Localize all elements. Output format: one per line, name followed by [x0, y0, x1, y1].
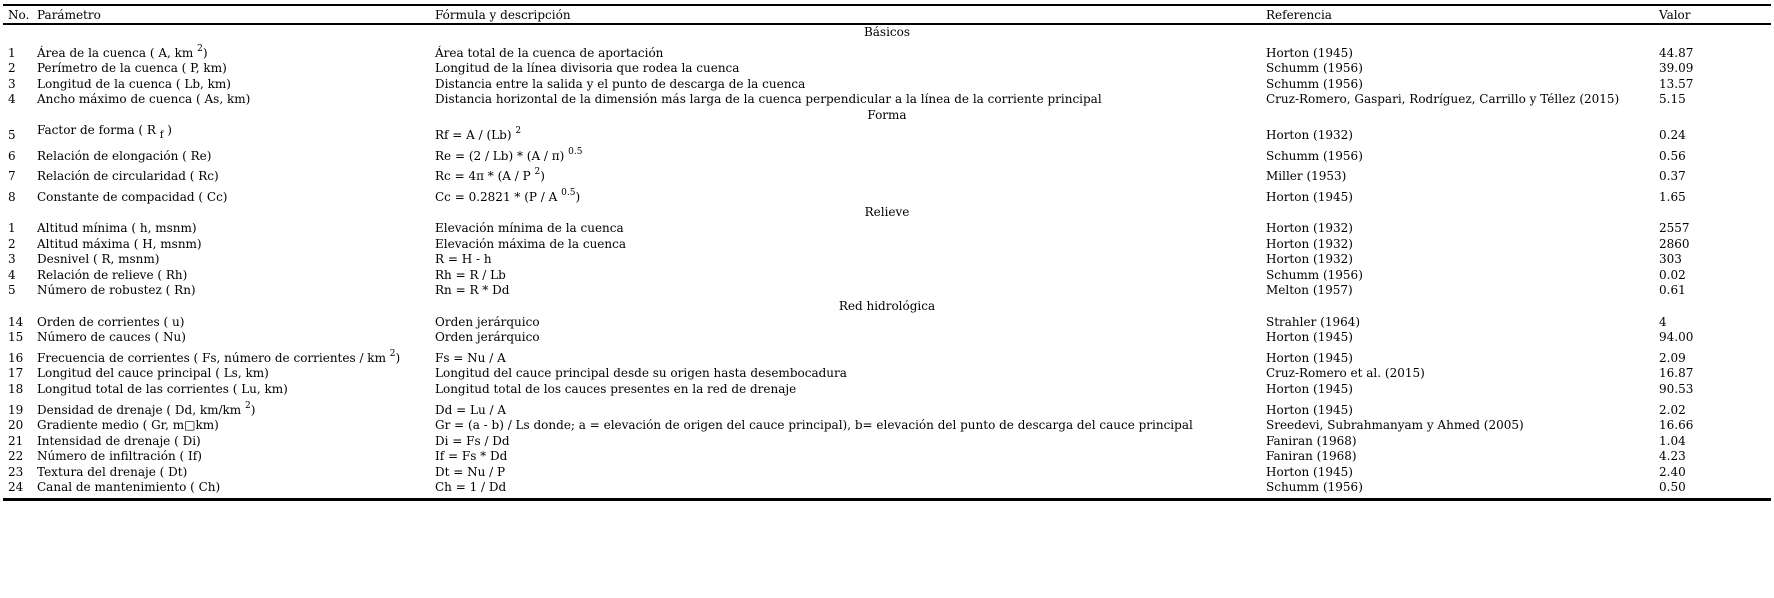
section-title: Forma: [867, 107, 907, 122]
formula-text: Gr = (a - b) / Ls donde; a = elevación de origen del cauce principal), b= elevación del punto de descarga del cauce principal: [435, 418, 1193, 432]
reference-cell: Horton (1945): [1266, 464, 1353, 479]
reference-cell: Horton (1932): [1266, 128, 1353, 143]
table-row: [3, 252, 1771, 268]
formula-cell: [435, 61, 739, 77]
table-row: [3, 330, 1771, 346]
row-number: 19: [8, 402, 24, 417]
reference-cell: Schumm (1956): [1266, 480, 1363, 495]
row-number: 2: [8, 236, 16, 251]
parameter-text: Gradiente medio ( Gr, m□km): [37, 418, 219, 432]
value-cell: 5.15: [1659, 92, 1686, 107]
parameter-cell: [37, 330, 186, 346]
parameter-superscript: 2: [389, 348, 396, 359]
parameter-cell: [37, 77, 231, 93]
value-cell: 0.50: [1659, 480, 1686, 495]
formula-text: Fs = Nu / A: [435, 350, 506, 365]
parameter-text: Longitud de la cuenca ( Lb, km): [37, 76, 231, 91]
formula-text: Orden jerárquico: [435, 330, 540, 345]
parameter-text: Longitud total de las corrientes ( Lu, km): [37, 381, 288, 396]
section-title-row: [3, 299, 1771, 315]
table-row: [3, 164, 1771, 185]
parameter-text: Ancho máximo de cuenca ( As, km): [37, 92, 251, 107]
reference-cell: Cruz-Romero et al. (2015): [1266, 366, 1425, 381]
table-row: [3, 449, 1771, 465]
section-title-row: [3, 205, 1771, 221]
parameter-cell: [37, 366, 269, 382]
formula-text: Cc = 0.2821 * (P / A: [435, 189, 562, 204]
formula-tail: ): [575, 189, 581, 204]
value-cell: 4.23: [1659, 449, 1686, 464]
row-number: 6: [8, 148, 16, 163]
value-cell: 16.66: [1659, 418, 1694, 432]
row-number: 16: [8, 350, 24, 365]
row-number: 5: [8, 128, 16, 143]
parameter-cell: [37, 315, 184, 331]
parameter-text: Número de infiltración ( If): [37, 449, 202, 464]
table-row: [3, 268, 1771, 284]
reference-cell: Melton (1957): [1266, 283, 1353, 298]
parameter-text: Densidad de drenaje ( Dd, km/km: [37, 402, 246, 417]
row-number: 14: [8, 314, 24, 329]
value-cell: 4: [1659, 314, 1667, 329]
row-number: 21: [8, 433, 24, 448]
parameter-text: Canal de mantenimiento ( Ch): [37, 480, 221, 495]
section-title: Básicos: [863, 25, 911, 39]
table-row: [3, 434, 1771, 450]
parameter-text: Relación de relieve ( Rh): [37, 267, 188, 282]
value-cell: 303: [1659, 252, 1682, 267]
parameter-cell: [37, 221, 197, 237]
reference-cell: Sreedevi, Subrahmanyam y Ahmed (2005): [1266, 418, 1524, 432]
parameter-text: Perímetro de la cuenca ( P, km): [37, 61, 227, 76]
reference-cell: Strahler (1964): [1266, 314, 1361, 329]
table-row: [3, 283, 1771, 299]
table-row: [3, 185, 1771, 206]
parameter-text: Orden de corrientes ( u): [37, 314, 185, 329]
row-number: 3: [8, 76, 16, 91]
value-cell: 39.09: [1659, 61, 1694, 76]
table-row: [3, 480, 1771, 496]
parameter-subscript: f: [159, 130, 164, 142]
formula-cell: [435, 252, 492, 268]
value-cell: 0.24: [1659, 128, 1686, 143]
table-row: [3, 398, 1771, 419]
formula-text: Re = (2 / Lb) * (A / π): [435, 148, 569, 163]
reference-cell: Horton (1945): [1266, 350, 1353, 365]
value-cell: 94.00: [1659, 330, 1694, 345]
value-cell: 2557: [1659, 221, 1690, 236]
row-number: 23: [8, 464, 24, 479]
parameter-superscript: 2: [197, 43, 203, 54]
value-cell: 0.61: [1659, 283, 1686, 298]
section-title-row: [3, 108, 1771, 124]
row-number: 7: [8, 169, 16, 184]
value-cell: 2.02: [1659, 402, 1686, 417]
reference-cell: Schumm (1956): [1266, 61, 1363, 76]
formula-text: Dt = Nu / P: [435, 464, 506, 479]
parameter-text: Relación de elongación ( Re): [37, 148, 212, 163]
formula-cell: [435, 221, 624, 237]
formula-cell: [435, 77, 805, 93]
row-number: 5: [8, 283, 16, 298]
value-cell: 44.87: [1659, 45, 1694, 60]
table-row: [3, 92, 1771, 108]
reference-cell: Horton (1945): [1266, 381, 1353, 396]
section-title: Relieve: [864, 205, 910, 220]
header-value: Valor: [1659, 8, 1691, 22]
parameter-text: Altitud mínima ( h, msnm): [37, 221, 197, 236]
value-cell: 1.65: [1659, 189, 1686, 204]
reference-cell: Horton (1932): [1266, 252, 1353, 267]
parameter-text: Número de cauces ( Nu): [37, 330, 186, 345]
reference-cell: Horton (1945): [1266, 402, 1353, 417]
section-title-row: [3, 25, 1771, 41]
formula-text: Di = Fs / Dd: [435, 433, 510, 448]
formula-text: Ch = 1 / Dd: [435, 480, 507, 495]
formula-text: Distancia horizontal de la dimensión más larga de la cuenca perpendicular a la línea de la corriente principal: [435, 92, 1102, 107]
table-row: [3, 77, 1771, 93]
formula-cell: [435, 315, 540, 331]
value-cell: 0.37: [1659, 169, 1686, 184]
table-row: [3, 418, 1771, 434]
formula-cell: [435, 382, 796, 398]
formula-cell: [435, 480, 506, 496]
value-cell: 2860: [1659, 236, 1690, 251]
value-cell: 16.87: [1659, 366, 1694, 381]
value-cell: 0.02: [1659, 267, 1686, 282]
row-number: 2: [8, 61, 16, 76]
header-formula: Fórmula y descripción: [435, 8, 571, 22]
formula-text: Distancia entre la salida y el punto de descarga de la cuenca: [435, 76, 806, 91]
morphometric-parameters-table: [3, 4, 1771, 501]
reference-cell: Horton (1945): [1266, 330, 1353, 345]
row-number: 4: [8, 267, 16, 282]
formula-text: Área total de la cuenca de aportación: [435, 45, 664, 60]
formula-cell: [435, 283, 509, 299]
parameter-text: Relación de circularidad ( Rc): [37, 169, 219, 184]
reference-cell: Schumm (1956): [1266, 76, 1363, 91]
row-number: 8: [8, 189, 16, 204]
table-row: [3, 465, 1771, 481]
table-row: [3, 346, 1771, 367]
formula-cell: [435, 418, 1193, 434]
parameter-text: Altitud máxima ( H, msnm): [37, 236, 202, 251]
reference-cell: Horton (1945): [1266, 45, 1353, 60]
table-body: [3, 25, 1771, 496]
parameter-cell: [37, 118, 172, 142]
parameter-text: Desnivel ( R, msnm): [37, 252, 160, 267]
formula-text: Elevación máxima de la cuenca: [435, 236, 627, 251]
reference-cell: Faniran (1968): [1266, 449, 1357, 464]
formula-text: Elevación mínima de la cuenca: [435, 221, 624, 236]
table-row: [3, 366, 1771, 382]
table-header-row: [3, 6, 1771, 23]
parameter-text: Textura del drenaje ( Dt): [37, 464, 188, 479]
parameter-text: Constante de compacidad ( Cc): [37, 189, 228, 204]
row-number: 17: [8, 366, 24, 381]
row-number: 3: [8, 252, 16, 267]
reference-cell: Schumm (1956): [1266, 267, 1363, 282]
table-row: [3, 237, 1771, 253]
table-row: [3, 382, 1771, 398]
formula-text: Longitud de la línea divisoria que rodea la cuenca: [435, 61, 740, 76]
section-title: Red hidrológica: [838, 299, 936, 314]
parameter-cell: [37, 465, 187, 481]
parameter-cell: [37, 434, 201, 450]
table-bottom-rule: [3, 498, 1771, 501]
formula-cell: [435, 434, 510, 450]
reference-cell: Faniran (1968): [1266, 433, 1357, 448]
formula-cell: [435, 449, 507, 465]
parameter-text: Factor de forma ( R: [37, 123, 160, 138]
parameter-tail: ): [395, 350, 401, 365]
formula-superscript: 2: [515, 126, 522, 137]
row-number: 22: [8, 449, 24, 464]
parameter-text: Frecuencia de corrientes ( Fs, número de corrientes / km: [37, 350, 390, 365]
table-row: [3, 315, 1771, 331]
formula-tail: ): [540, 169, 545, 184]
formula-cell: [435, 92, 1102, 108]
header-parameter: Parámetro: [37, 8, 101, 22]
formula-cell: [435, 366, 847, 382]
table-row: [3, 221, 1771, 237]
parameter-tail: ): [250, 402, 256, 417]
reference-cell: Horton (1932): [1266, 221, 1353, 236]
parameter-cell: [37, 61, 227, 77]
table-row: [3, 61, 1771, 77]
row-number: 1: [8, 45, 16, 60]
formula-cell: [435, 465, 505, 481]
formula-text: Orden jerárquico: [435, 314, 540, 329]
parameter-cell: [37, 268, 187, 284]
table-row: [3, 123, 1771, 144]
parameter-cell: [37, 449, 202, 465]
formula-cell: [435, 268, 506, 284]
row-number: 1: [8, 221, 16, 236]
parameter-cell: [37, 418, 219, 434]
parameter-text: Número de robustez ( Rn): [37, 283, 196, 298]
parameter-tail: ): [163, 123, 172, 138]
reference-cell: Cruz-Romero, Gaspari, Rodríguez, Carrillo y Téllez (2015): [1266, 92, 1620, 107]
parameter-text: Área de la cuenca ( A, km: [37, 45, 198, 60]
parameter-superscript: 2: [245, 400, 251, 411]
value-cell: 2.40: [1659, 464, 1686, 479]
formula-text: Rh = R / Lb: [435, 267, 506, 282]
row-number: 4: [8, 92, 16, 107]
header-no: No.: [8, 8, 30, 22]
parameter-cell: [37, 382, 288, 398]
row-number: 15: [8, 330, 24, 345]
formula-superscript: 0.5: [561, 187, 576, 198]
row-number: 24: [8, 480, 24, 495]
parameter-cell: [37, 480, 220, 496]
reference-cell: Miller (1953): [1266, 169, 1347, 184]
formula-text: Rc = 4π * (A / P: [435, 169, 535, 184]
reference-cell: Horton (1932): [1266, 236, 1353, 251]
formula-text: If = Fs * Dd: [435, 449, 508, 464]
parameter-cell: [37, 283, 196, 299]
parameter-cell: [37, 237, 202, 253]
reference-cell: Schumm (1956): [1266, 148, 1363, 163]
formula-text: Longitud total de los cauces presentes en la red de drenaje: [435, 381, 797, 396]
formula-text: R = H - h: [435, 252, 492, 267]
value-cell: 90.53: [1659, 381, 1694, 396]
parameter-text: Intensidad de drenaje ( Di): [37, 433, 201, 448]
formula-superscript: 2: [534, 167, 541, 178]
row-number: 18: [8, 381, 24, 396]
formula-text: Dd = Lu / A: [435, 402, 507, 417]
value-cell: 13.57: [1659, 76, 1694, 91]
parameter-cell: [37, 252, 159, 268]
table-row: [3, 144, 1771, 165]
table-row: [3, 41, 1771, 62]
formula-text: Longitud del cauce principal desde su origen hasta desembocadura: [435, 366, 847, 381]
reference-cell: Horton (1945): [1266, 189, 1353, 204]
formula-cell: [435, 237, 626, 253]
value-cell: 2.09: [1659, 350, 1686, 365]
formula-text: Rn = R * Dd: [435, 283, 510, 298]
formula-cell: [435, 330, 540, 346]
formula-text: Rf = A / (Lb): [435, 128, 516, 143]
parameter-cell: [37, 92, 250, 108]
value-cell: 0.56: [1659, 148, 1686, 163]
parameter-text: Longitud del cauce principal ( Ls, km): [37, 366, 269, 381]
parameter-tail: ): [202, 45, 208, 60]
header-reference: Referencia: [1266, 8, 1332, 22]
formula-superscript: 0.5: [568, 146, 583, 157]
value-cell: 1.04: [1659, 433, 1686, 448]
row-number: 20: [8, 418, 24, 432]
